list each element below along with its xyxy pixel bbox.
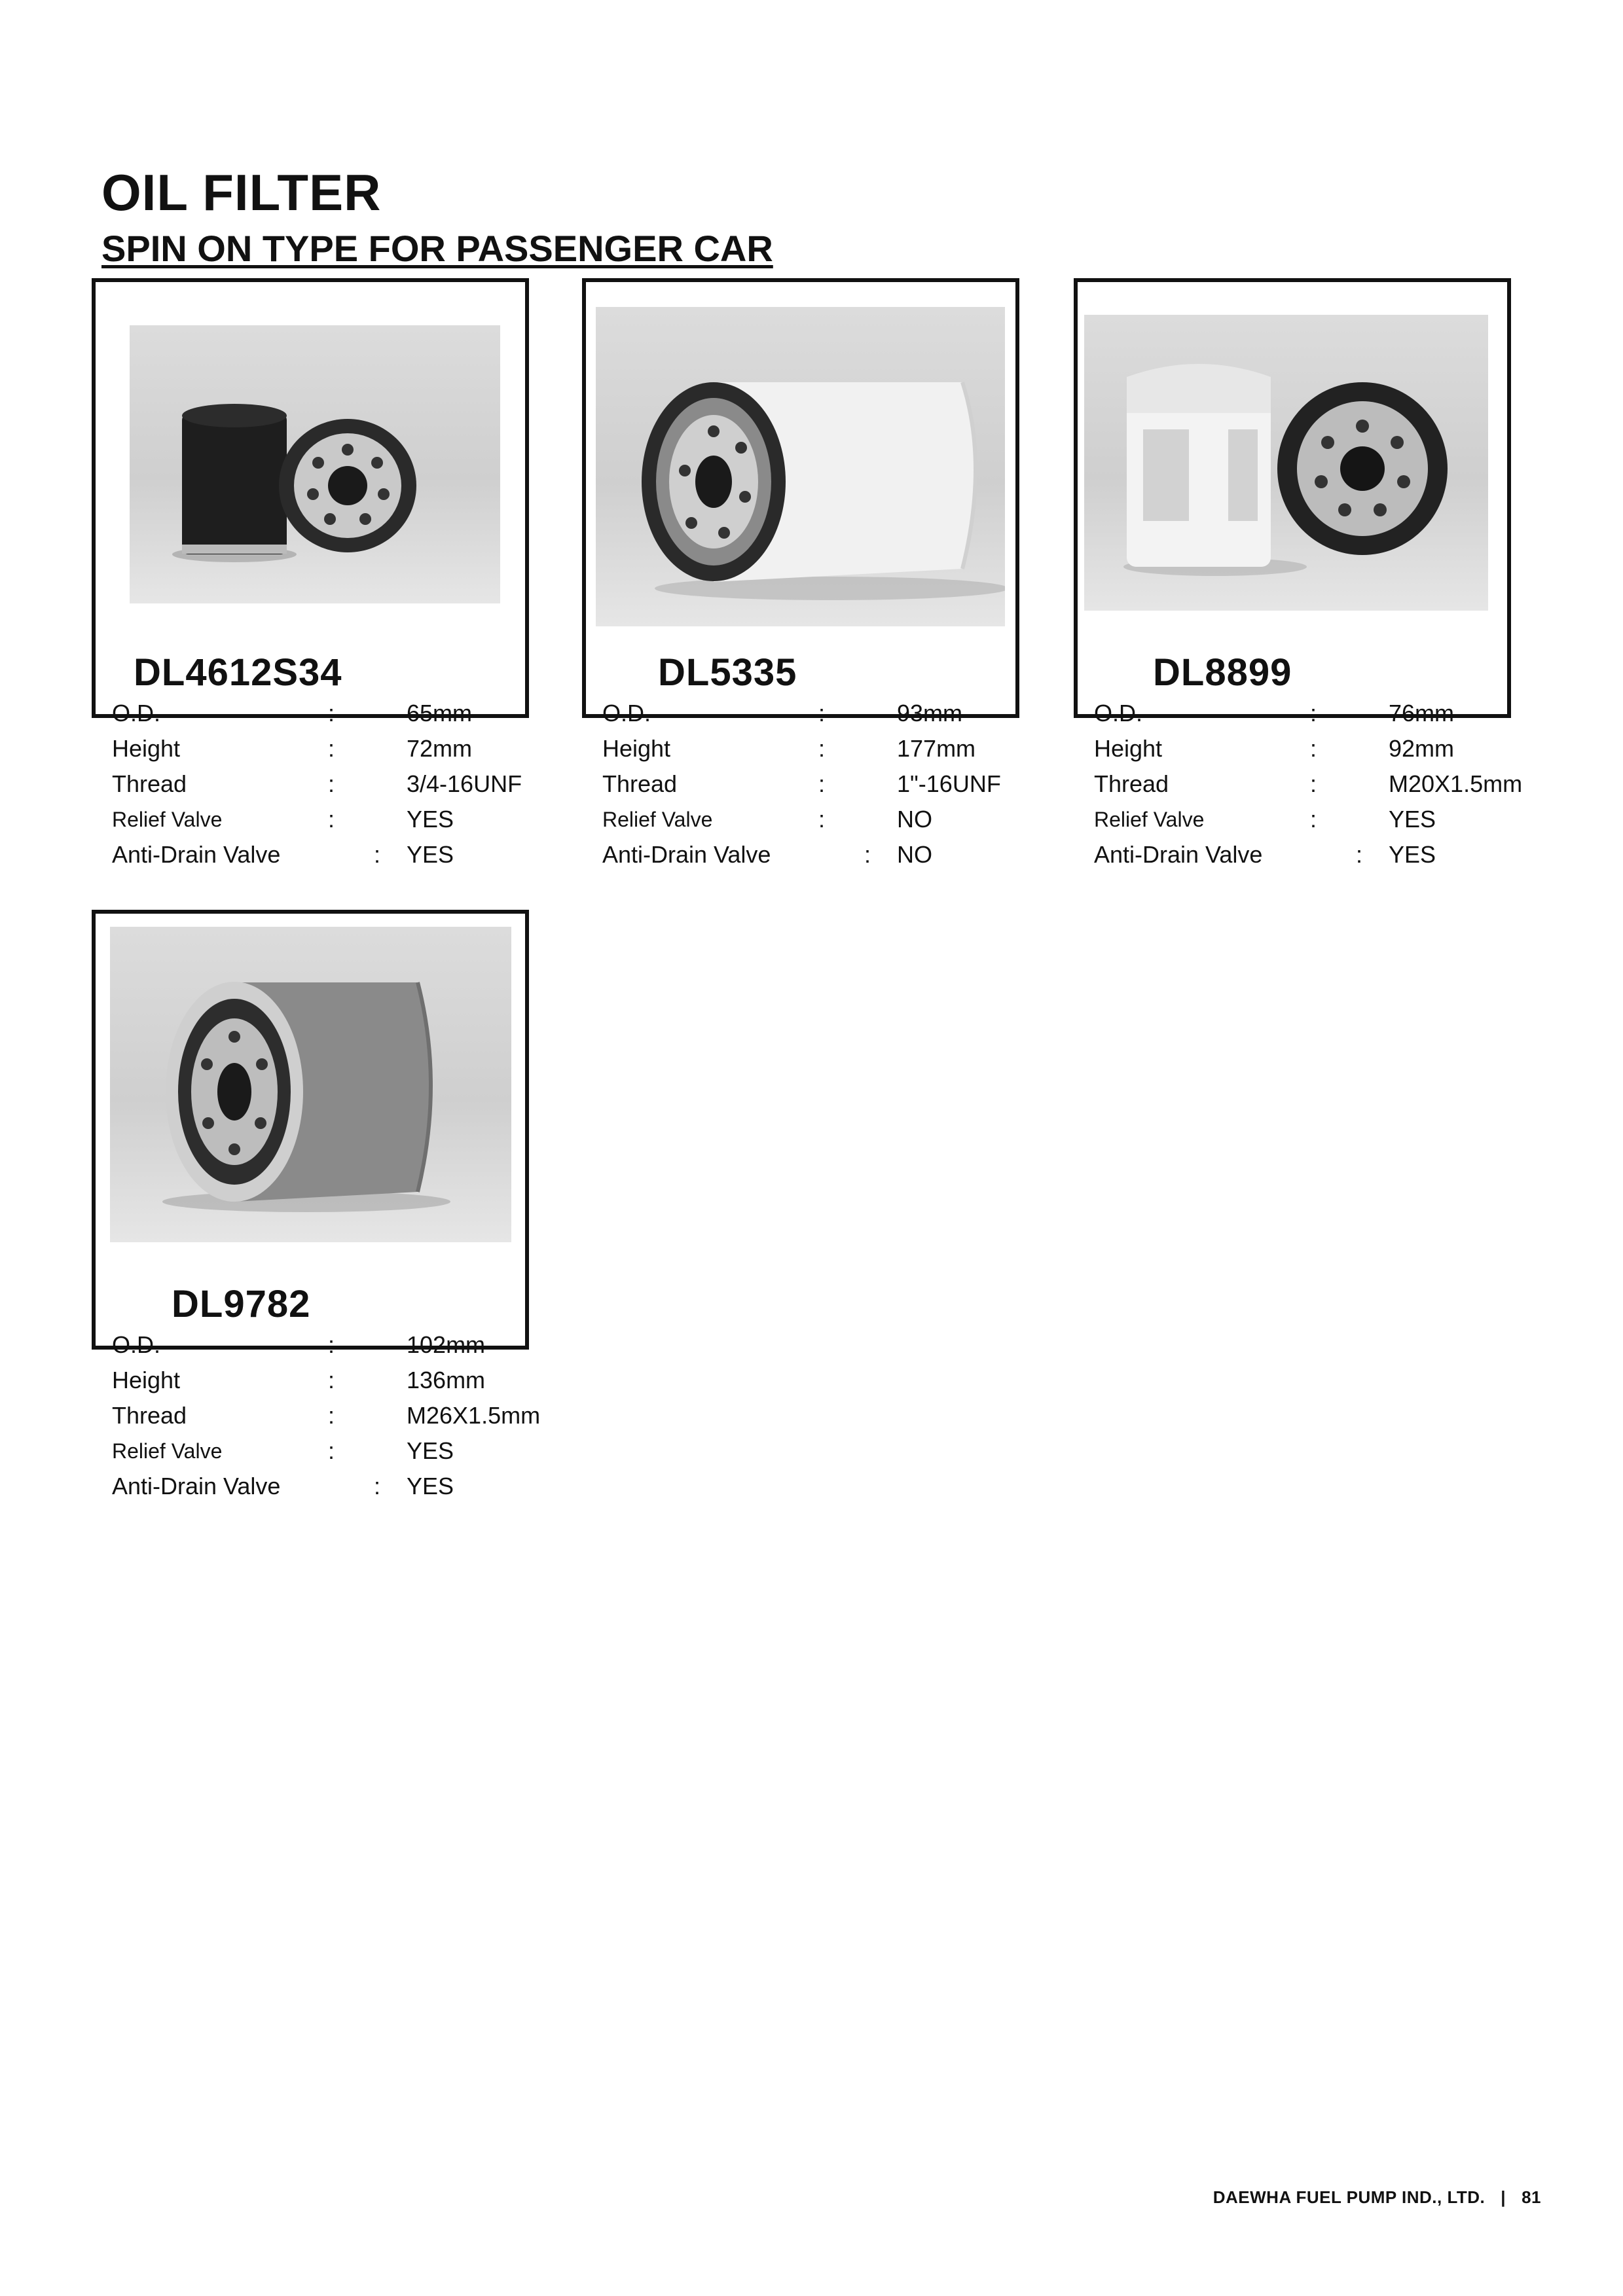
product-card-dl9782 [92,910,541,1499]
spec-value-thread: M20X1.5mm [1389,770,1523,797]
spec-label-relief: Relief Valve [112,808,223,831]
spec-value-relief: YES [1389,806,1436,833]
spec-colon: : [328,1402,335,1429]
spec-colon: : [328,1367,335,1393]
spec-colon: : [328,806,335,833]
spec-row-thread [112,766,528,802]
spec-value-relief: YES [407,1437,454,1464]
product-model: DL4612S34 [134,651,342,694]
spec-colon: : [328,735,335,762]
oil-filter-large-grey-illustration [110,927,511,1242]
product-card-dl4612s34 [92,278,529,868]
product-photo-oil-filter-white-pair [1084,315,1488,611]
spec-row-od [112,1327,528,1363]
spec-value-od: 76mm [1389,700,1455,726]
spec-colon: : [1356,841,1363,868]
spec-label-od: O.D. [1094,700,1143,726]
spec-row-height [112,1363,528,1398]
spec-row-antidrain [602,837,1019,872]
spec-label-antidrain: Anti-Drain Valve [112,841,281,868]
product-photo-oil-filter-large-grey [110,927,511,1242]
product-model: DL9782 [172,1283,311,1325]
spec-label-od: O.D. [602,700,651,726]
spec-value-antidrain: NO [897,841,932,868]
spec-label-height: Height [602,735,671,762]
spec-colon: : [1310,806,1317,833]
spec-colon: : [818,770,826,797]
spec-value-antidrain: YES [1389,841,1436,868]
product-card-dl5335 [582,278,1019,868]
spec-label-relief: Relief Valve [602,808,713,831]
page-number: 81 [1522,2187,1541,2207]
spec-value-relief: YES [407,806,454,833]
spec-row-relief [112,802,528,837]
spec-row-thread [602,766,1019,802]
spec-label-relief: Relief Valve [112,1439,223,1463]
product-model: DL5335 [658,651,797,694]
spec-row-relief [112,1433,528,1469]
footer-separator: | [1501,2187,1506,2207]
spec-colon: : [818,806,826,833]
spec-colon: : [1310,735,1317,762]
spec-value-height: 92mm [1389,735,1455,762]
spec-row-od [1094,696,1510,731]
spec-colon: : [328,700,335,726]
oil-filter-dark-pair-illustration [130,325,500,603]
spec-value-od: 93mm [897,700,963,726]
spec-label-height: Height [112,735,181,762]
spec-label-relief: Relief Valve [1094,808,1205,831]
spec-colon: : [1310,700,1317,726]
page-footer [1213,2187,1541,2208]
spec-colon: : [864,841,871,868]
spec-label-thread: Thread [112,770,187,797]
product-photo-oil-filter-dark-pair [130,325,500,603]
spec-colon: : [374,1473,381,1499]
spec-label-od: O.D. [112,1331,161,1358]
spec-label-antidrain: Anti-Drain Valve [112,1473,281,1499]
spec-colon: : [374,841,381,868]
spec-colon: : [818,735,826,762]
spec-label-height: Height [1094,735,1163,762]
spec-value-od: 65mm [407,700,473,726]
spec-colon: : [328,1437,335,1464]
spec-label-height: Height [112,1367,181,1393]
spec-colon: : [818,700,826,726]
spec-row-antidrain [1094,837,1510,872]
spec-row-antidrain [112,1469,528,1504]
spec-row-od [602,696,1019,731]
spec-row-thread [112,1398,541,1433]
spec-label-thread: Thread [602,770,678,797]
spec-value-height: 72mm [407,735,473,762]
spec-value-thread: 3/4-16UNF [407,770,522,797]
spec-colon: : [328,770,335,797]
spec-value-height: 177mm [897,735,976,762]
spec-label-antidrain: Anti-Drain Valve [602,841,771,868]
spec-row-antidrain [112,837,528,872]
spec-row-height [112,731,528,766]
spec-label-od: O.D. [112,700,161,726]
page-subtitle: SPIN ON TYPE FOR PASSENGER CAR [101,228,773,269]
spec-colon: : [328,1331,335,1358]
spec-label-thread: Thread [1094,770,1169,797]
oil-filter-white-pair-illustration [1084,315,1488,611]
spec-value-antidrain: YES [407,1473,454,1499]
spec-value-antidrain: YES [407,841,454,868]
spec-row-thread [1094,766,1523,802]
spec-row-height [1094,731,1510,766]
spec-value-height: 136mm [407,1367,486,1393]
oil-filter-long-white-illustration [596,307,1005,626]
spec-label-thread: Thread [112,1402,187,1429]
spec-row-od [112,696,528,731]
spec-row-relief [1094,802,1510,837]
spec-value-relief: NO [897,806,932,833]
product-card-dl8899 [1074,278,1523,868]
product-model: DL8899 [1153,651,1292,694]
spec-value-thread: 1"-16UNF [897,770,1001,797]
spec-label-antidrain: Anti-Drain Valve [1094,841,1263,868]
spec-row-height [602,731,1019,766]
spec-colon: : [1310,770,1317,797]
spec-value-od: 102mm [407,1331,486,1358]
spec-value-thread: M26X1.5mm [407,1402,541,1429]
footer-company: DAEWHA FUEL PUMP IND., LTD. [1213,2187,1486,2207]
product-photo-oil-filter-long-white [596,307,1005,626]
page-title: OIL FILTER [101,164,382,221]
spec-row-relief [602,802,1019,837]
